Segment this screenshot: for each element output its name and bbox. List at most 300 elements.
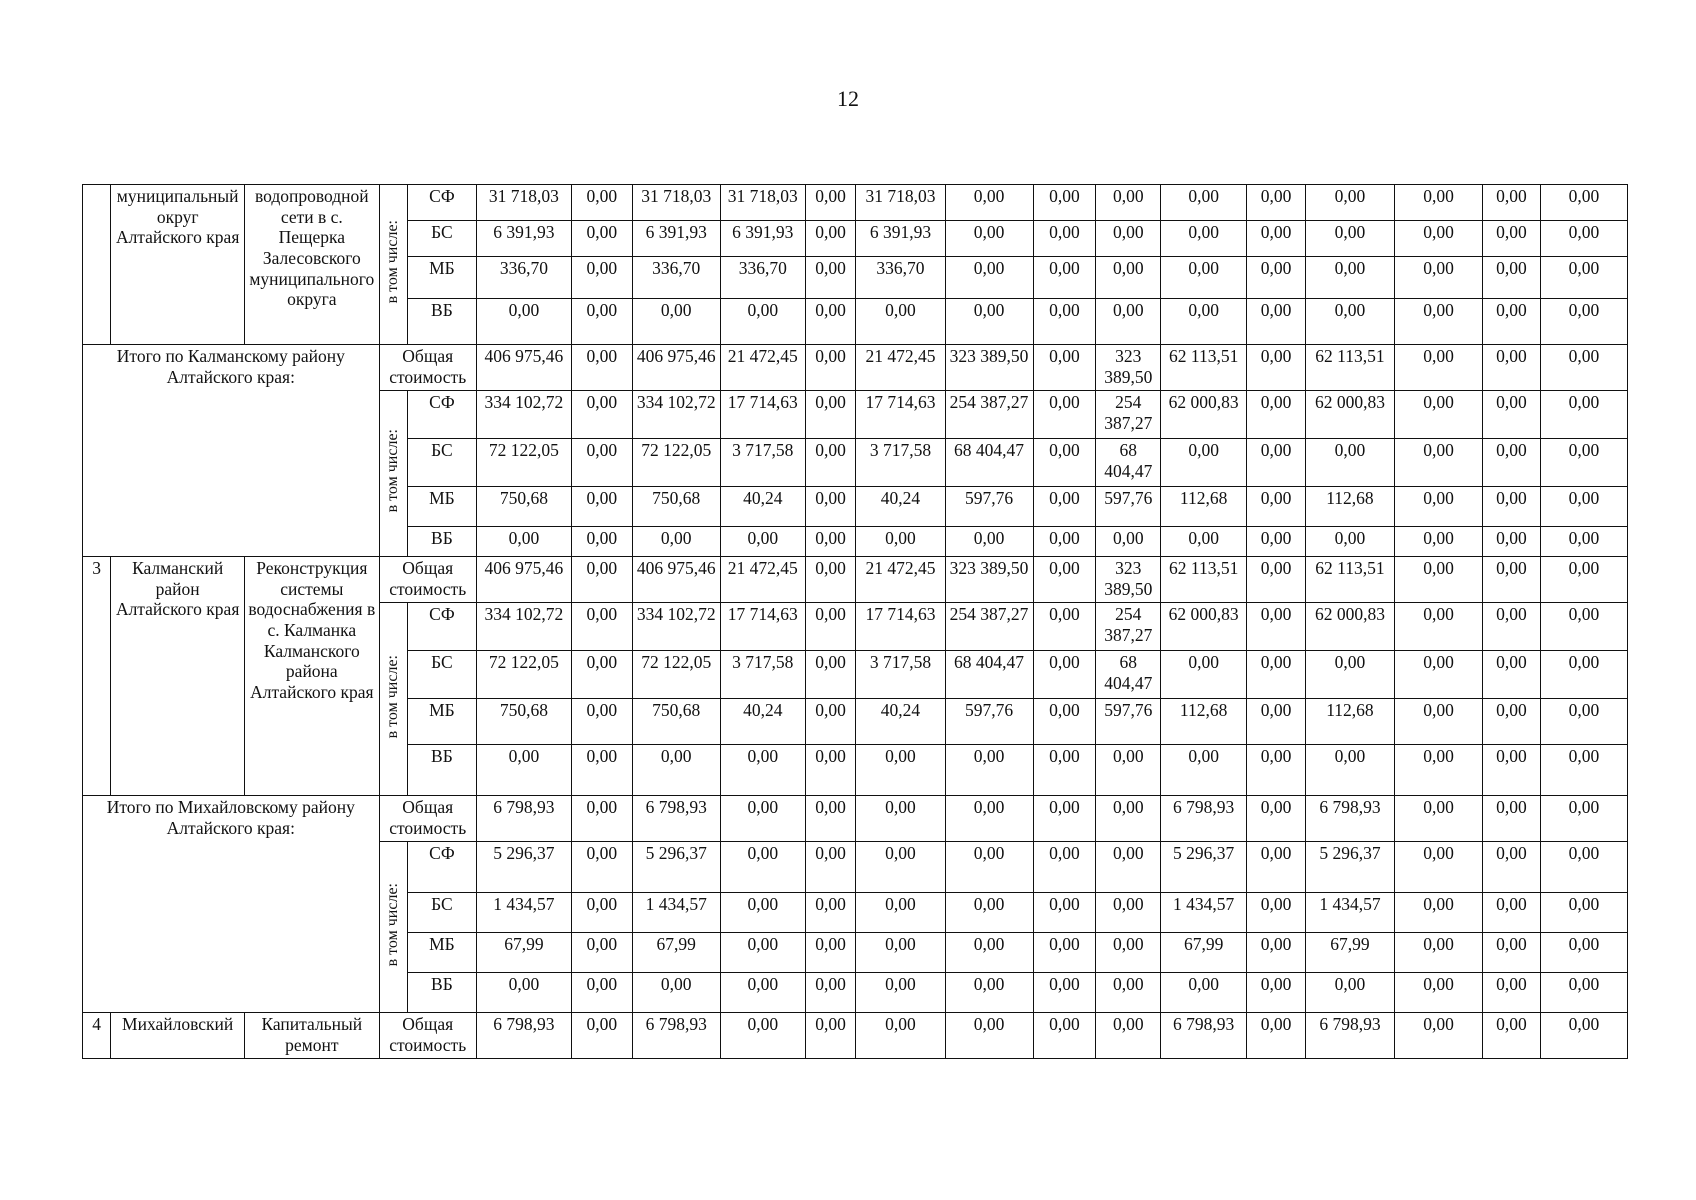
value-cell: 3 717,58 [856, 651, 945, 699]
value-cell: 112,68 [1305, 699, 1394, 745]
value-cell: 17 714,63 [720, 603, 805, 651]
source-label: БС [407, 893, 476, 933]
value-cell: 0,00 [476, 299, 571, 345]
value-cell: 0,00 [720, 1013, 805, 1059]
value-cell: 0,00 [1096, 1013, 1161, 1059]
value-cell: 0,00 [1483, 973, 1541, 1013]
value-cell: 0,00 [1395, 1013, 1483, 1059]
value-cell: 0,00 [1096, 745, 1161, 796]
value-cell: 0,00 [1540, 439, 1627, 487]
row-number-cell: 3 [83, 557, 111, 796]
value-cell: 31 718,03 [720, 185, 805, 221]
value-cell: 6 391,93 [632, 221, 720, 257]
value-cell: 0,00 [1395, 299, 1483, 345]
value-cell: 0,00 [1033, 185, 1096, 221]
value-cell: 0,00 [1161, 439, 1247, 487]
value-cell: 0,00 [1395, 842, 1483, 893]
value-cell: 0,00 [720, 745, 805, 796]
source-label: БС [407, 221, 476, 257]
value-cell: 0,00 [1161, 745, 1247, 796]
value-cell: 62 000,83 [1305, 391, 1394, 439]
value-cell: 0,00 [1161, 257, 1247, 299]
value-cell: 0,00 [476, 527, 571, 557]
source-label: МБ [407, 699, 476, 745]
source-label: БС [407, 651, 476, 699]
value-cell: 0,00 [1033, 933, 1096, 973]
value-cell: 597,76 [1096, 699, 1161, 745]
value-cell: 0,00 [1395, 345, 1483, 391]
value-cell: 112,68 [1305, 487, 1394, 527]
value-cell: 72 122,05 [476, 439, 571, 487]
value-cell: 40,24 [856, 487, 945, 527]
value-cell: 6 391,93 [476, 221, 571, 257]
in-that-number-label: в том числе: [379, 391, 407, 557]
value-cell: 0,00 [945, 1013, 1033, 1059]
value-cell: 0,00 [856, 973, 945, 1013]
page-number: 12 [837, 86, 859, 111]
value-cell: 0,00 [1305, 299, 1394, 345]
value-cell: 0,00 [1033, 257, 1096, 299]
value-cell: 62 113,51 [1161, 345, 1247, 391]
table-row [83, 1013, 1628, 1059]
value-cell: 0,00 [1483, 527, 1541, 557]
value-cell: 323 389,50 [1096, 557, 1161, 603]
value-cell: 1 434,57 [632, 893, 720, 933]
value-cell: 323 389,50 [945, 345, 1033, 391]
value-cell: 0,00 [1540, 603, 1627, 651]
value-cell: 0,00 [571, 527, 632, 557]
value-cell: 0,00 [1247, 973, 1306, 1013]
value-cell: 0,00 [571, 745, 632, 796]
value-cell: 334 102,72 [632, 391, 720, 439]
value-cell: 0,00 [1033, 699, 1096, 745]
value-cell: 0,00 [571, 651, 632, 699]
value-cell: 0,00 [1540, 893, 1627, 933]
value-cell: 0,00 [476, 973, 571, 1013]
value-cell: 0,00 [1483, 391, 1541, 439]
value-cell: 0,00 [1395, 651, 1483, 699]
value-cell: 336,70 [856, 257, 945, 299]
value-cell: 0,00 [1483, 439, 1541, 487]
value-cell: 0,00 [1395, 933, 1483, 973]
value-cell: 0,00 [805, 842, 856, 893]
value-cell: 0,00 [1247, 557, 1306, 603]
value-cell: 0,00 [1395, 745, 1483, 796]
value-cell: 254 387,27 [945, 391, 1033, 439]
value-cell: 0,00 [1247, 745, 1306, 796]
value-cell: 31 718,03 [856, 185, 945, 221]
value-cell: 0,00 [1247, 796, 1306, 842]
value-cell: 6 798,93 [1161, 1013, 1247, 1059]
value-cell: 254 387,27 [1096, 603, 1161, 651]
value-cell: 0,00 [856, 745, 945, 796]
value-cell: 31 718,03 [632, 185, 720, 221]
value-cell: 254 387,27 [945, 603, 1033, 651]
value-cell: 0,00 [1483, 185, 1541, 221]
value-cell: 0,00 [805, 221, 856, 257]
value-cell: 0,00 [1096, 842, 1161, 893]
value-cell: 0,00 [1540, 699, 1627, 745]
value-cell: 5 296,37 [476, 842, 571, 893]
value-cell: 0,00 [1247, 603, 1306, 651]
value-cell: 0,00 [571, 221, 632, 257]
value-cell: 0,00 [805, 699, 856, 745]
value-cell: 0,00 [805, 796, 856, 842]
municipality-cell: Калманский район Алтайского края [111, 557, 245, 796]
value-cell: 0,00 [1540, 185, 1627, 221]
value-cell: 0,00 [1540, 973, 1627, 1013]
value-cell: 334 102,72 [632, 603, 720, 651]
value-cell: 67,99 [476, 933, 571, 973]
value-cell: 0,00 [1395, 699, 1483, 745]
value-cell: 0,00 [805, 345, 856, 391]
value-cell: 0,00 [1395, 257, 1483, 299]
source-label: ВБ [407, 299, 476, 345]
value-cell: 0,00 [1305, 651, 1394, 699]
value-cell: 0,00 [856, 527, 945, 557]
value-cell: 0,00 [1305, 439, 1394, 487]
value-cell: 406 975,46 [476, 557, 571, 603]
value-cell: 3 717,58 [720, 651, 805, 699]
value-cell: 0,00 [805, 299, 856, 345]
value-cell: 0,00 [945, 299, 1033, 345]
value-cell: 254 387,27 [1096, 391, 1161, 439]
value-cell: 67,99 [1305, 933, 1394, 973]
total-cost-label: Общая стоимость [379, 1013, 476, 1059]
value-cell: 17 714,63 [856, 603, 945, 651]
value-cell: 0,00 [720, 299, 805, 345]
value-cell: 0,00 [720, 933, 805, 973]
value-cell: 6 391,93 [856, 221, 945, 257]
value-cell: 0,00 [945, 893, 1033, 933]
value-cell: 0,00 [805, 1013, 856, 1059]
subtotal-label: Итого по Михайловскому району Алтайского края: [83, 796, 380, 1013]
value-cell: 0,00 [571, 345, 632, 391]
table-row [83, 345, 1628, 391]
value-cell: 0,00 [1247, 439, 1306, 487]
value-cell: 0,00 [856, 893, 945, 933]
value-cell: 0,00 [945, 745, 1033, 796]
value-cell: 0,00 [805, 557, 856, 603]
value-cell: 0,00 [720, 842, 805, 893]
municipality-cell: Михайловский [111, 1013, 245, 1059]
value-cell: 0,00 [571, 487, 632, 527]
value-cell: 1 434,57 [476, 893, 571, 933]
value-cell: 0,00 [571, 842, 632, 893]
value-cell: 62 000,83 [1161, 391, 1247, 439]
value-cell: 334 102,72 [476, 391, 571, 439]
value-cell: 0,00 [1483, 893, 1541, 933]
value-cell: 750,68 [476, 699, 571, 745]
value-cell: 0,00 [1161, 973, 1247, 1013]
source-label: МБ [407, 933, 476, 973]
value-cell: 0,00 [945, 796, 1033, 842]
object-cell: Реконструкция системы водоснабжения в с. Калманка Калманского района Алтайского края [244, 557, 379, 796]
value-cell: 0,00 [1096, 221, 1161, 257]
source-label: СФ [407, 842, 476, 893]
value-cell: 750,68 [632, 487, 720, 527]
table-row [83, 557, 1628, 603]
value-cell: 0,00 [1247, 842, 1306, 893]
value-cell: 0,00 [1540, 345, 1627, 391]
value-cell: 68 404,47 [945, 651, 1033, 699]
value-cell: 0,00 [1540, 651, 1627, 699]
value-cell: 0,00 [571, 893, 632, 933]
value-cell: 0,00 [1540, 257, 1627, 299]
value-cell: 62 113,51 [1305, 345, 1394, 391]
value-cell: 0,00 [1161, 651, 1247, 699]
value-cell: 62 113,51 [1161, 557, 1247, 603]
row-number-cell [83, 185, 111, 345]
value-cell: 0,00 [1161, 185, 1247, 221]
value-cell: 0,00 [1540, 745, 1627, 796]
value-cell: 0,00 [1483, 487, 1541, 527]
value-cell: 0,00 [1033, 487, 1096, 527]
value-cell: 0,00 [720, 527, 805, 557]
value-cell: 0,00 [945, 257, 1033, 299]
value-cell: 0,00 [1395, 221, 1483, 257]
value-cell: 0,00 [1483, 745, 1541, 796]
value-cell: 40,24 [856, 699, 945, 745]
value-cell: 0,00 [1483, 221, 1541, 257]
value-cell: 406 975,46 [632, 557, 720, 603]
value-cell: 6 798,93 [476, 796, 571, 842]
value-cell: 0,00 [1540, 299, 1627, 345]
value-cell: 62 000,83 [1305, 603, 1394, 651]
value-cell: 0,00 [571, 257, 632, 299]
value-cell: 0,00 [1033, 439, 1096, 487]
value-cell: 0,00 [1247, 527, 1306, 557]
value-cell: 0,00 [476, 745, 571, 796]
value-cell: 0,00 [1305, 745, 1394, 796]
value-cell: 323 389,50 [945, 557, 1033, 603]
value-cell: 0,00 [1483, 557, 1541, 603]
value-cell: 0,00 [805, 973, 856, 1013]
source-label: СФ [407, 603, 476, 651]
value-cell: 68 404,47 [1096, 439, 1161, 487]
total-cost-label: Общая стоимость [379, 557, 476, 603]
value-cell: 68 404,47 [1096, 651, 1161, 699]
value-cell: 750,68 [476, 487, 571, 527]
value-cell: 0,00 [1096, 893, 1161, 933]
value-cell: 0,00 [856, 299, 945, 345]
value-cell: 0,00 [856, 842, 945, 893]
row-number-cell: 4 [83, 1013, 111, 1059]
value-cell: 21 472,45 [720, 345, 805, 391]
value-cell: 406 975,46 [476, 345, 571, 391]
value-cell: 0,00 [720, 796, 805, 842]
value-cell: 0,00 [1033, 893, 1096, 933]
value-cell: 0,00 [1305, 973, 1394, 1013]
value-cell: 0,00 [805, 439, 856, 487]
value-cell: 5 296,37 [1161, 842, 1247, 893]
table-row [83, 185, 1628, 221]
source-label: МБ [407, 487, 476, 527]
value-cell: 0,00 [1161, 527, 1247, 557]
value-cell: 0,00 [1033, 603, 1096, 651]
in-that-number-label: в том числе: [379, 603, 407, 796]
value-cell: 336,70 [476, 257, 571, 299]
value-cell: 0,00 [1033, 557, 1096, 603]
value-cell: 0,00 [805, 185, 856, 221]
value-cell: 6 798,93 [632, 1013, 720, 1059]
table-row [83, 796, 1628, 842]
value-cell: 0,00 [1395, 893, 1483, 933]
value-cell: 0,00 [1483, 1013, 1541, 1059]
value-cell: 0,00 [571, 557, 632, 603]
value-cell: 0,00 [571, 391, 632, 439]
in-that-number-label: в том числе: [379, 842, 407, 1013]
value-cell: 0,00 [945, 185, 1033, 221]
value-cell: 0,00 [1305, 221, 1394, 257]
value-cell: 0,00 [571, 699, 632, 745]
value-cell: 0,00 [856, 933, 945, 973]
value-cell: 72 122,05 [476, 651, 571, 699]
budget-table [82, 184, 1628, 1059]
value-cell: 6 798,93 [1161, 796, 1247, 842]
value-cell: 0,00 [856, 1013, 945, 1059]
value-cell: 6 798,93 [476, 1013, 571, 1059]
value-cell: 0,00 [1033, 842, 1096, 893]
value-cell: 62 000,83 [1161, 603, 1247, 651]
value-cell: 0,00 [1247, 699, 1306, 745]
value-cell: 0,00 [805, 745, 856, 796]
value-cell: 0,00 [945, 527, 1033, 557]
value-cell: 0,00 [1096, 185, 1161, 221]
value-cell: 0,00 [1540, 1013, 1627, 1059]
value-cell: 0,00 [1395, 391, 1483, 439]
source-label: МБ [407, 257, 476, 299]
source-label: СФ [407, 391, 476, 439]
value-cell: 323 389,50 [1096, 345, 1161, 391]
value-cell: 0,00 [1305, 257, 1394, 299]
value-cell: 0,00 [1033, 973, 1096, 1013]
value-cell: 0,00 [805, 603, 856, 651]
value-cell: 0,00 [632, 527, 720, 557]
value-cell: 0,00 [1033, 527, 1096, 557]
value-cell: 40,24 [720, 699, 805, 745]
value-cell: 0,00 [805, 651, 856, 699]
value-cell: 0,00 [1096, 527, 1161, 557]
value-cell: 0,00 [1395, 557, 1483, 603]
source-label: БС [407, 439, 476, 487]
value-cell: 0,00 [571, 185, 632, 221]
value-cell: 72 122,05 [632, 439, 720, 487]
value-cell: 0,00 [1540, 796, 1627, 842]
value-cell: 0,00 [1483, 345, 1541, 391]
value-cell: 0,00 [1540, 933, 1627, 973]
value-cell: 0,00 [1483, 796, 1541, 842]
value-cell: 0,00 [1096, 299, 1161, 345]
value-cell: 0,00 [1247, 221, 1306, 257]
value-cell: 0,00 [1247, 391, 1306, 439]
value-cell: 40,24 [720, 487, 805, 527]
value-cell: 0,00 [1395, 487, 1483, 527]
value-cell: 1 434,57 [1305, 893, 1394, 933]
value-cell: 0,00 [1483, 603, 1541, 651]
value-cell: 0,00 [1540, 557, 1627, 603]
value-cell: 0,00 [1483, 299, 1541, 345]
value-cell: 0,00 [571, 1013, 632, 1059]
object-cell: водопроводной сети в с. Пещерка Залесовского муниципального округа [244, 185, 379, 345]
value-cell: 0,00 [571, 603, 632, 651]
value-cell: 0,00 [1096, 257, 1161, 299]
value-cell: 0,00 [1540, 221, 1627, 257]
value-cell: 0,00 [945, 933, 1033, 973]
value-cell: 0,00 [1540, 487, 1627, 527]
value-cell: 0,00 [805, 893, 856, 933]
value-cell: 597,76 [1096, 487, 1161, 527]
total-cost-label: Общая стоимость [379, 345, 476, 391]
value-cell: 0,00 [632, 745, 720, 796]
value-cell: 6 798,93 [1305, 1013, 1394, 1059]
value-cell: 6 391,93 [720, 221, 805, 257]
value-cell: 0,00 [1395, 527, 1483, 557]
value-cell: 0,00 [945, 973, 1033, 1013]
value-cell: 21 472,45 [856, 557, 945, 603]
value-cell: 0,00 [1096, 933, 1161, 973]
value-cell: 0,00 [1161, 299, 1247, 345]
value-cell: 5 296,37 [1305, 842, 1394, 893]
value-cell: 0,00 [1033, 391, 1096, 439]
value-cell: 0,00 [1483, 933, 1541, 973]
value-cell: 0,00 [1483, 842, 1541, 893]
value-cell: 5 296,37 [632, 842, 720, 893]
value-cell: 6 798,93 [1305, 796, 1394, 842]
value-cell: 0,00 [1540, 527, 1627, 557]
total-cost-label: Общая стоимость [379, 796, 476, 842]
value-cell: 6 798,93 [632, 796, 720, 842]
value-cell: 0,00 [1483, 699, 1541, 745]
value-cell: 750,68 [632, 699, 720, 745]
value-cell: 0,00 [1096, 796, 1161, 842]
value-cell: 0,00 [1395, 603, 1483, 651]
value-cell: 0,00 [1096, 973, 1161, 1013]
value-cell: 0,00 [805, 933, 856, 973]
value-cell: 0,00 [1540, 391, 1627, 439]
value-cell: 3 717,58 [856, 439, 945, 487]
value-cell: 0,00 [571, 299, 632, 345]
value-cell: 0,00 [1247, 345, 1306, 391]
value-cell: 0,00 [1033, 796, 1096, 842]
value-cell: 0,00 [1395, 439, 1483, 487]
value-cell: 0,00 [571, 796, 632, 842]
source-label: СФ [407, 185, 476, 221]
value-cell: 0,00 [945, 221, 1033, 257]
value-cell: 336,70 [632, 257, 720, 299]
value-cell: 68 404,47 [945, 439, 1033, 487]
subtotal-label: Итого по Калманскому району Алтайского края: [83, 345, 380, 557]
value-cell: 0,00 [1247, 487, 1306, 527]
value-cell: 0,00 [1247, 1013, 1306, 1059]
value-cell: 0,00 [1033, 221, 1096, 257]
object-cell: Капитальный ремонт [244, 1013, 379, 1059]
value-cell: 3 717,58 [720, 439, 805, 487]
value-cell: 0,00 [632, 973, 720, 1013]
value-cell: 0,00 [1395, 796, 1483, 842]
in-that-number-label: в том числе: [379, 185, 407, 345]
value-cell: 21 472,45 [720, 557, 805, 603]
value-cell: 0,00 [1247, 185, 1306, 221]
value-cell: 0,00 [945, 842, 1033, 893]
value-cell: 597,76 [945, 487, 1033, 527]
value-cell: 62 113,51 [1305, 557, 1394, 603]
value-cell: 0,00 [1247, 933, 1306, 973]
value-cell: 0,00 [1247, 893, 1306, 933]
value-cell: 17 714,63 [720, 391, 805, 439]
value-cell: 112,68 [1161, 487, 1247, 527]
value-cell: 0,00 [1395, 973, 1483, 1013]
